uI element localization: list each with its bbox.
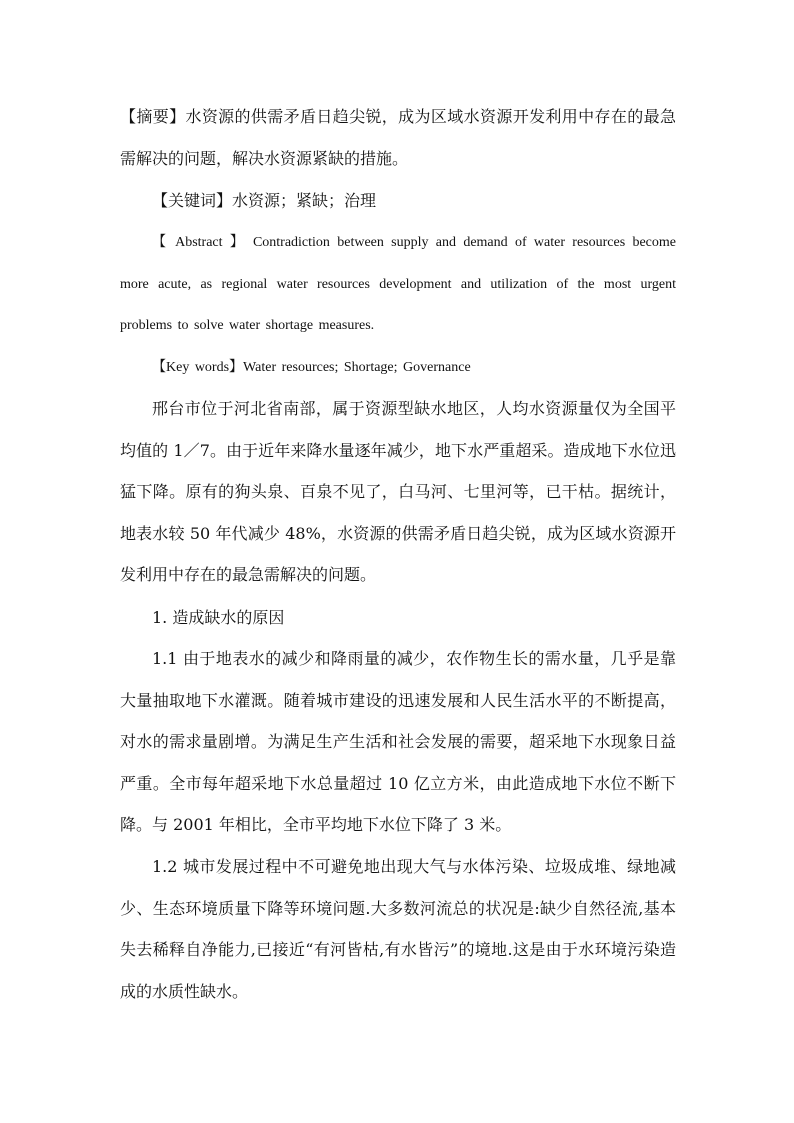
keywords-en-label: 【Key words】 [152,360,244,375]
keywords-cn-label: 【关键词】 [152,191,233,210]
abstract-cn-text: 水资源的供需矛盾日趋尖锐，成为区域水资源开发利用中存在的最急需解决的问题，解决水资源紧缺的措施。 [120,107,676,168]
intro-paragraph: 邢台市位于河北省南部，属于资源型缺水地区，人均水资源量仅为全国平均值的 1／7。由于近年来降水量逐年减少，地下水严重超采。造成地下水位迅猛下降。原有的狗头泉、百泉不见了，白马河、七里河等，已干枯。据统计，地表水较 50 年代减少 48%，水资源的供需矛盾日趋尖锐，成为区域水资源开发利用中存在的最急需解决的问题。 [120,399,676,584]
keywords-cn-text: 水资源；紧缺；治理 [232,191,377,210]
abstract-en-text: Contradiction between supply and demand of water resources become more acute, as regional water resources development and utilization of the most urgent problems to solve water shortage measures. [120,235,676,333]
keywords-en-text: Water resources; Shortage; Governance [243,360,471,375]
abstract-cn-label: 【摘要】 [120,107,186,126]
section1-paragraph-1: 1.1 由于地表水的减少和降雨量的减少，农作物生长的需水量，几乎是靠大量抽取地下水灌溉。随着城市建设的迅速发展和人民生活水平的不断提高，对水的需求量剧增。为满足生产生活和社会发展的需要，超采地下水现象日益严重。全市每年超采地下水总量超过 10 亿立方米，由此造成地下水位不断下降。与 2001 年相比，全市平均地下水位下降了 3 米。 [120,649,676,834]
section1-heading: 1. 造成缺水的原因 [152,608,285,627]
abstract-en-label: 【 Abstract 】 [152,235,246,250]
keywords-en-paragraph [120,347,676,389]
abstract-cn-paragraph [120,96,676,179]
section1-paragraph-2: 1.2 城市发展过程中不可避免地出现大气与水体污染、垃圾成堆、绿地减少、生态环境质量下降等环境问题.大多数河流总的状况是:缺少自然径流,基本失去稀释自净能力,已接近“有河皆枯,有水皆污”的境地.这是由于水环境污染造成的水质性缺水。 [120,857,676,1001]
abstract-en-paragraph [120,222,676,347]
keywords-cn-paragraph [120,180,676,222]
